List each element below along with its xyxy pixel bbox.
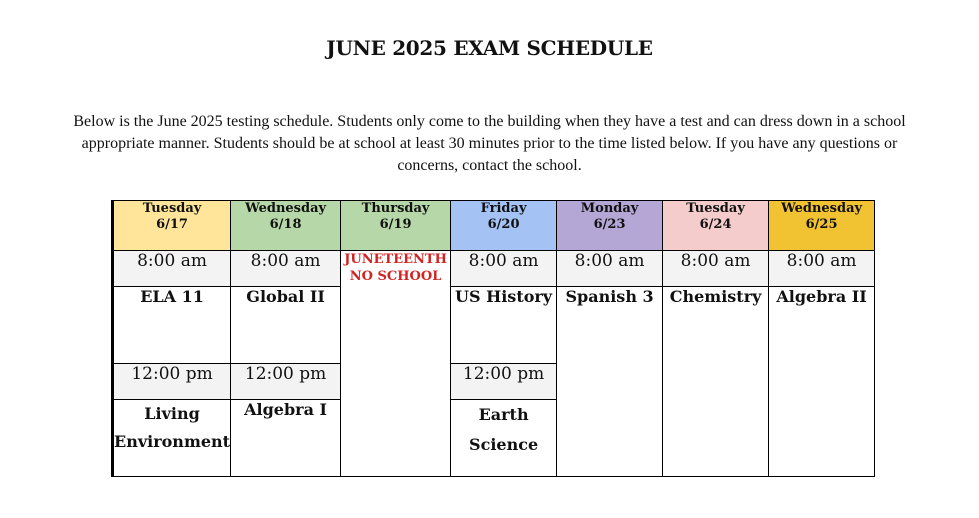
header-day: Wednesday [781, 201, 863, 216]
exam-spanish-3: Spanish 3 [557, 287, 663, 477]
exam-schedule-table [111, 200, 875, 477]
header-wed-6-18 [231, 201, 341, 251]
header-date: 6/19 [379, 217, 412, 232]
juneteenth-label: JUNETEENTH [344, 252, 447, 267]
header-fri-6-20 [451, 201, 557, 251]
header-mon-6-23 [557, 201, 663, 251]
header-day: Wednesday [245, 201, 327, 216]
exam-name-line: Earth [478, 405, 529, 424]
am-time-cell: 8:00 am [231, 251, 341, 287]
header-row [113, 201, 875, 251]
header-day: Tuesday [142, 201, 202, 216]
exam-ela-11: ELA 11 [113, 287, 231, 364]
am-time-cell: 8:00 am [451, 251, 557, 287]
am-time-cell: 8:00 am [113, 251, 231, 287]
header-date: 6/23 [593, 217, 626, 232]
am-exam-row [113, 287, 875, 364]
header-date: 6/25 [805, 217, 838, 232]
intro-line: appropriate manner. Students should be at school at least 30 minutes prior to the time listed below. If you have any questions or [81, 135, 898, 152]
header-day: Tuesday [686, 201, 745, 216]
pm-time-cell: 12:00 pm [451, 364, 557, 400]
no-school-label: NO SCHOOL [349, 269, 442, 284]
am-time-cell: 8:00 am [769, 251, 875, 287]
header-date: 6/24 [699, 217, 732, 232]
exam-earth-science [451, 400, 557, 477]
am-time-cell: 8:00 am [663, 251, 769, 287]
exam-global-ii: Global II [231, 287, 341, 364]
am-time-cell: 8:00 am [557, 251, 663, 287]
intro-line: concerns, contact the school. [397, 157, 582, 174]
page-title: JUNE 2025 EXAM SCHEDULE [326, 36, 653, 60]
header-wed-6-25 [769, 201, 875, 251]
intro-paragraph [8, 111, 971, 177]
exam-chemistry: Chemistry [663, 287, 769, 477]
exam-us-history: US History [451, 287, 557, 364]
header-day: Monday [580, 201, 639, 216]
header-day: Thursday [361, 201, 430, 216]
exam-name-line: Living [144, 404, 200, 423]
exam-algebra-ii: Algebra II [769, 287, 875, 477]
exam-name-line: Environment [114, 432, 231, 451]
juneteenth-no-school-cell [341, 251, 451, 477]
pm-time-cell: 12:00 pm [231, 364, 341, 400]
exam-algebra-i: Algebra I [231, 400, 341, 477]
am-time-row [113, 251, 875, 287]
intro-line: Below is the June 2025 testing schedule. Students only come to the building when they have a test and can dress down in a school [73, 113, 906, 130]
exam-living-environment [113, 400, 231, 477]
header-date: 6/17 [156, 217, 188, 232]
header-day: Friday [480, 201, 527, 216]
pm-time-cell: 12:00 pm [113, 364, 231, 400]
header-tue-6-24 [663, 201, 769, 251]
header-tue-6-17 [113, 201, 231, 251]
header-thu-6-19 [341, 201, 451, 251]
header-date: 6/20 [487, 217, 520, 232]
header-date: 6/18 [269, 217, 302, 232]
exam-name-line: Science [469, 435, 539, 454]
